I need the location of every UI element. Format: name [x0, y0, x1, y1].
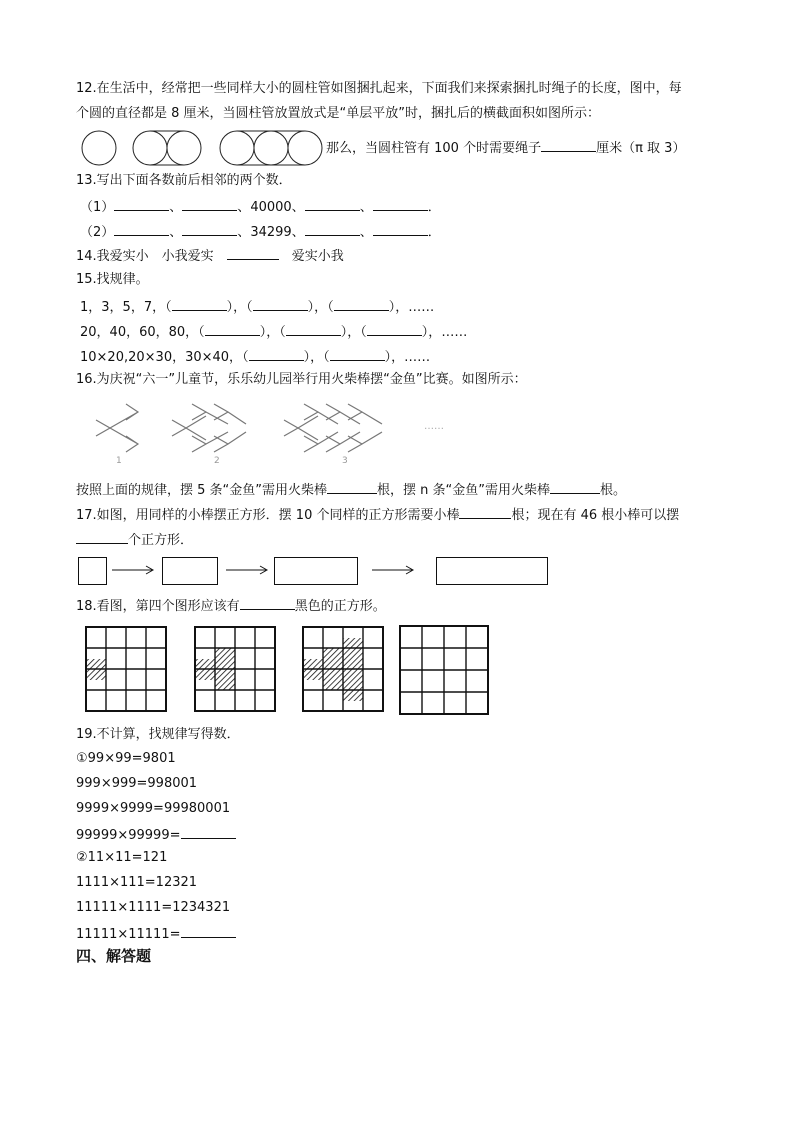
q15-row2-seq: 20，40，60，80， — [80, 325, 199, 340]
q15-blank[interactable] — [334, 297, 389, 311]
paren: ） — [421, 325, 429, 340]
q15-row1 — [80, 297, 434, 317]
q13-row1 — [80, 197, 441, 217]
sep: 、 — [169, 200, 183, 215]
q19-b-question: 11111×11111= — [76, 927, 181, 942]
sep: 、 — [237, 225, 251, 240]
q15-blank[interactable] — [249, 347, 304, 361]
fig-label-3: 3 — [342, 456, 348, 466]
q17-line1 — [76, 505, 679, 525]
paren: （ — [165, 300, 172, 315]
q19-a-line-4 — [76, 825, 236, 845]
q17-line2-post: 个正方形． — [128, 533, 194, 548]
end-mark: ． — [427, 200, 441, 215]
q12-line2: 个圆的直径都是 8 厘米，当圆柱管放置放式是“单层平放”时，捆扎后的横截面积如图所示： — [76, 106, 601, 121]
q19-b-line-3: 11111×1111=1234321 — [76, 900, 231, 915]
q13-row2-label: （2） — [80, 225, 115, 240]
q12-tail-post: 厘米（π 取 3） — [596, 141, 686, 156]
comma: ， — [314, 300, 328, 315]
paren: （ — [360, 325, 367, 340]
sep: 、 — [359, 225, 373, 240]
fig-label-2: 2 — [214, 456, 220, 466]
q12-line1: 12.在生活中，经常把一些同样大小的圆柱管如图捆扎起来，下面我们来探索捆扎时绳子的长度，图中，每 — [76, 81, 682, 96]
q15-row2 — [80, 322, 467, 342]
paren: ） — [307, 300, 315, 315]
q15-blank[interactable] — [172, 297, 227, 311]
comma: ， — [428, 325, 442, 340]
paren: ） — [384, 350, 392, 365]
paren: （ — [327, 300, 334, 315]
paren: ） — [226, 300, 234, 315]
q16-blank-1[interactable] — [327, 480, 377, 494]
q17-blank-1[interactable] — [459, 505, 511, 519]
q17-line1-post: 根；现在有 46 根小棒可以摆 — [511, 508, 680, 523]
q16-answer-mid: 根，摆 n 条“金鱼”需用火柴棒 — [377, 483, 550, 498]
q18-post: 黑色的正方形。 — [294, 599, 386, 614]
q18-grid-figure — [78, 620, 498, 720]
q18-line — [76, 596, 386, 616]
q13-row1-number: 40000 — [250, 200, 292, 215]
fig-dots: …… — [424, 421, 444, 432]
q19-a-question: 99999×99999= — [76, 828, 181, 843]
q15-row3 — [80, 347, 430, 367]
q15-blank[interactable] — [205, 322, 260, 336]
q17-line1-pre: 17.如图，用同样的小棒摆正方形．摆 10 个同样的正方形需要小棒 — [76, 508, 460, 523]
q13-blank[interactable] — [373, 197, 428, 211]
ellipsis: …… — [408, 300, 435, 315]
q14-post: 爱实小我 — [291, 249, 344, 264]
q13-blank[interactable] — [114, 222, 169, 236]
q18-pre: 18.看图，第四个图形应该有 — [76, 599, 240, 614]
ellipsis: …… — [404, 350, 431, 365]
q12-tail-pre: 那么，当圆柱管有 100 个时需要绳子 — [326, 141, 542, 156]
q14-pre: 14.我爱实小 小我爱实 — [76, 249, 214, 264]
paren: ） — [388, 300, 396, 315]
paren: （ — [246, 300, 253, 315]
q12-circles-figure — [78, 128, 328, 168]
ellipsis: …… — [441, 325, 468, 340]
sep: 、 — [237, 200, 251, 215]
q15-row3-seq: 10×20,20×30，30×40， — [80, 350, 243, 365]
sep: 、 — [291, 200, 305, 215]
q19-b-blank[interactable] — [181, 924, 236, 938]
section-4-heading: 四、解答题 — [76, 947, 152, 965]
sep: 、 — [359, 200, 373, 215]
q15-blank[interactable] — [330, 347, 385, 361]
q16-answer-post: 根。 — [600, 483, 627, 498]
q17-line2 — [76, 530, 193, 550]
q13-blank[interactable] — [373, 222, 428, 236]
goldfish-matchstick-figure — [88, 398, 448, 464]
q19-title: 19.不计算，找规律写得数． — [76, 727, 240, 742]
q13-row1-label: （1） — [80, 200, 115, 215]
comma: ， — [395, 300, 409, 315]
q19-b-line-2: 1111×111=12321 — [76, 875, 198, 890]
paren: （ — [323, 350, 330, 365]
q16-answer — [76, 480, 626, 500]
q16-answer-pre: 按照上面的规律，摆 5 条“金鱼”需用火柴棒 — [76, 483, 328, 498]
q13-blank[interactable] — [182, 222, 237, 236]
q13-blank[interactable] — [305, 197, 360, 211]
q12-question — [326, 138, 685, 158]
q14-answer-blank[interactable] — [227, 246, 279, 260]
sep: 、 — [169, 225, 183, 240]
q15-row1-seq: 1，3，5，7， — [80, 300, 166, 315]
fig-label-1: 1 — [116, 456, 122, 466]
q18-blank[interactable] — [240, 596, 295, 610]
q19-a-line-3: 9999×9999=99980001 — [76, 801, 231, 816]
q16-blank-2[interactable] — [550, 480, 600, 494]
q16-title: 16.为庆祝“六一”儿童节，乐乐幼儿园举行用火柴棒摆“金鱼”比赛。如图所示： — [76, 372, 527, 387]
q19-a-line-1: ①99×99=9801 — [76, 751, 176, 766]
q13-blank[interactable] — [305, 222, 360, 236]
comma: ， — [347, 325, 361, 340]
q15-blank[interactable] — [286, 322, 341, 336]
q15-blank[interactable] — [253, 297, 308, 311]
paren: ） — [340, 325, 348, 340]
q13-row2 — [80, 222, 441, 242]
q13-row2-number: 34299 — [250, 225, 292, 240]
q15-title: 15.找规律。 — [76, 272, 149, 287]
q15-blank[interactable] — [367, 322, 422, 336]
paren: （ — [242, 350, 249, 365]
comma: ， — [391, 350, 405, 365]
paren: （ — [198, 325, 205, 340]
comma: ， — [233, 300, 247, 315]
q19-a-line-2: 999×999=998001 — [76, 776, 198, 791]
q19-b-line-1: ②11×11=121 — [76, 850, 168, 865]
paren: ） — [303, 350, 311, 365]
q12-answer-blank[interactable] — [541, 138, 596, 152]
q17-blank-2[interactable] — [76, 530, 128, 544]
q13-blank[interactable] — [182, 197, 237, 211]
q14-line — [76, 246, 344, 266]
comma: ， — [266, 325, 280, 340]
comma: ， — [310, 350, 324, 365]
paren: ） — [259, 325, 267, 340]
q19-a-blank[interactable] — [181, 825, 236, 839]
q19-b-line-4 — [76, 924, 236, 944]
q13-blank[interactable] — [114, 197, 169, 211]
q13-title: 13.写出下面各数前后相邻的两个数． — [76, 173, 292, 188]
sep: 、 — [291, 225, 305, 240]
paren: （ — [279, 325, 286, 340]
end-mark: ． — [427, 225, 441, 240]
